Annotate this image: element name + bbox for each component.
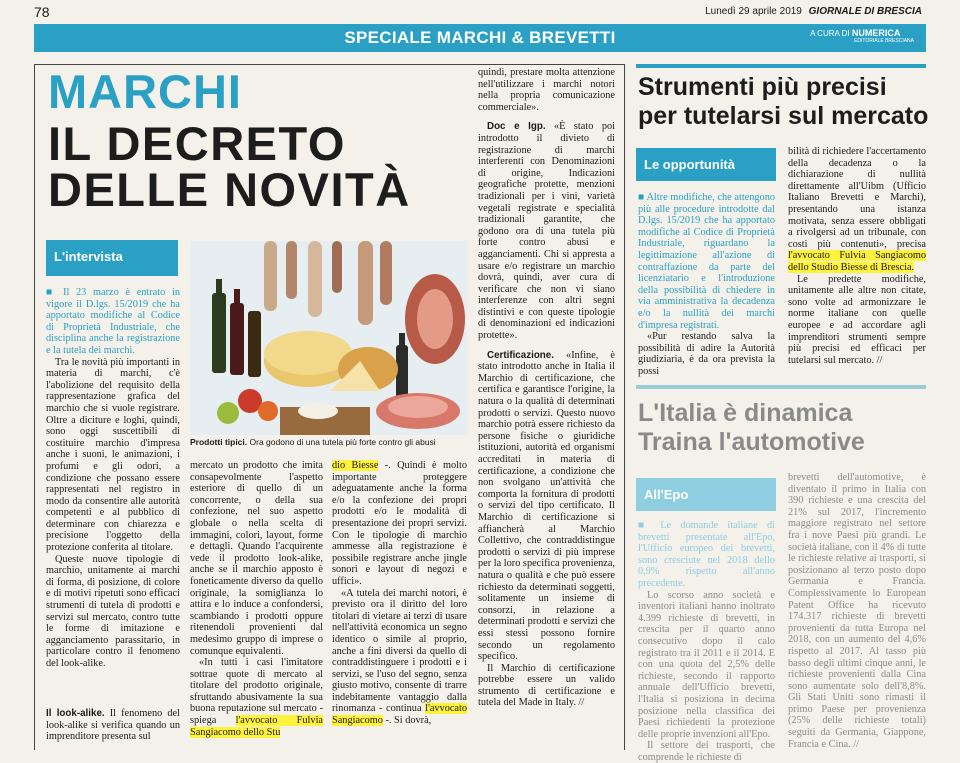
article-lead-paragraph: ■ Il 23 marzo è entrato in vigore il D.lgs. 15/2019 che ha apportato modifiche al Codice di Proprietà Industriale, che disciplina anche la registrazione e la tutela dei marchi. xyxy=(46,287,180,356)
article-column-3 xyxy=(332,460,467,750)
paragraph-text: -. Si dovrà, xyxy=(385,715,432,727)
headline-line-1: IL DECRETO xyxy=(48,117,346,170)
sidebar-rule xyxy=(636,385,926,389)
tab-epo: All'Epo xyxy=(636,478,776,511)
sidebar-lead-paragraph: ■ Le domande italiane di brevetti presentate all'Epo, l'Ufficio europeo dei brevetti, sono cresciute nel 2018 dello 0,9% rispetto all'anno precedente. xyxy=(638,520,775,589)
article-paragraph xyxy=(478,121,615,341)
sidebar-paragraph xyxy=(788,146,926,274)
highlighted-name: dio Biesse xyxy=(332,460,379,471)
tab-opportunita: Le opportunità xyxy=(636,148,776,181)
sidebar-lead-paragraph: ■ Altre modifiche, che attengono più alle procedure introdotte dal D.lgs. 15/2019 che ha apportato modifiche al Codice di Proprietà Industriale, riguardano la legittimazione all'azione di contraffazione da parte del licenziatario e l'introduzione della possibilità di chiedere in via amministrativa la decadenza e/o la nullità dei marchi d'impresa registrati. xyxy=(638,192,775,331)
section-credit xyxy=(810,29,914,44)
article-paragraph xyxy=(46,708,180,743)
paragraph-text: bilità di richiedere l'accertamento della decadenza o la dichiarazione di nullità direttamente all'Uibm (Ufficio Italiano Brevetti e Marchi), presentando una istanza motivata, senza essere obbligati a rivolgersi ad un tribunale, con costi più contenuti», precisa xyxy=(788,146,926,250)
sidebar-2-column-2 xyxy=(788,472,926,750)
sidebar-paragraph: brevetti dell'automotive, è diventato il primo in Italia con 390 richieste e una crescita del 21% sul 2017, l'incremento maggiore registrato nel settore fra i nove Paesi più grandi. Le società italiane, con il 4% di tutte le richieste relative ai trasporti, si posizionano al terzo posto dopo Germania e Francia. Complessivamente lo European Patent Office ha ricevuto 174.317 richieste di brevetti provenienti da tutta Europa nel 2018, con un aumento del 4,6% rispetto al 2017. Al tasso più basso degli ultimi cinque anni, le richieste provenienti dalla Cina sono aumentate solo dell'8,8%. Gli Stati Uniti sono rimasti il primo Paese per provenienza (25% delle richieste totali) seguiti da Germania, Giappone, Francia e Cina. // xyxy=(788,472,926,750)
article-photo xyxy=(190,241,467,435)
subhead-look-alike: Il look-alike. xyxy=(46,708,105,719)
article-column-2 xyxy=(190,460,323,750)
article-column-1 xyxy=(46,287,180,692)
page-number: 78 xyxy=(34,4,50,20)
highlighted-name: l'avvocato Sangiacomo xyxy=(332,703,467,727)
sidebar-paragraph: Le predette modifiche, unitamente alle altre non citate, sono volte ad armonizzare le norme italiane con quelle europee e ad accordare agli imprenditori strumenti sempre più precisi ed efficaci per tutelarsi sul mercato. // xyxy=(788,273,926,366)
dateline xyxy=(705,6,922,17)
issue-date: Lunedì 29 aprile 2019 xyxy=(705,6,802,17)
paragraph-text: «In tutti i casi l'imitatore sottrae quote di mercato al titolare del prodotto originale, sfruttando abusivamente la sua buona reputazione sul mercato - spiega xyxy=(190,657,323,727)
cheese-wine-photo-illustration xyxy=(190,241,467,435)
paragraph-text: -. Quindi è molto importante proteggere adeguatamente anche la forma e/o la confezione dei propri prodotti e/o le modalità di presentazione dei propri servizi. Con le tipologie di marchio ammesse alla registrazione è possibile registrare anche jingle sonori e layout di negozi e uffici». xyxy=(332,460,467,587)
sidebar-headline-2: L'Italia è dinamica Traina l'automotive xyxy=(638,399,865,456)
article-paragraph xyxy=(332,588,467,727)
paragraph-text: «È stato poi introdotto il divieto di registrazione di marchi interferenti con Denominazioni di origine, Indicazioni geografiche protette, menzioni tradizionali per i vini, varietà vegetali registrate e specialità tradizionali garantite, che godono ora di una tutela più forte contro abusi e agganciamenti. Chi si appresta a usare e/o registrare un marchio dovrà, quindi, aver cura di verificare che non vi siano interferenze con altri segni distintivi e con queste tipologie di denominazioni ed indicazioni protette». xyxy=(478,121,615,342)
tab-intervista: L'intervista xyxy=(46,240,178,276)
credit-prefix: A CURA DI xyxy=(810,29,850,38)
paragraph-text: «Infine, è stato introdotto anche in Italia il Marchio di certificazione, che certifica e garantisce l'origine, la natura o la qualità di determinati prodotti o servizi. Questo nuovo marchio potrà essere richiesto da persone fisiche o giuridiche istituzioni, autorità ed organismi accreditati in materia di certificazione, a condizione che non svolgano un'attività che comporta la fornitura di prodotti o servizi del tipo certificato. Il Marchio di certificazione si affiancherà al Marchio Collettivo, che contraddistingue prodotti o servizi di più imprese per la loro specifica provenienza, natura o qualità e che può essere richiesto da determinati soggetti, solitamente un insieme di consorzi, in relazione a determinati prodotti e servizi che essi stessi possono fornire secondo un regolamento specifico. xyxy=(478,349,615,663)
credit-subline: EDITORIALE BRESCIANA xyxy=(854,38,914,44)
credit-brand: NUMERICA xyxy=(851,28,901,38)
paragraph-text: «A tutela dei marchi notori, è previsto ora il diritto del loro titolari di vietare ai terzi di usare nell'attività economica un segno identico o simile al proprio, anche a fini diversi da quello di contraddistinguere i prodotti e i servizi, se l'uso del segno, senza giusto motivo, consente di trarre indebitamente vantaggio dalla rinomanza - continua xyxy=(332,587,467,715)
subhead-certificazione: Certificazione. xyxy=(487,349,554,361)
photo-caption-label: Prodotti tipici. xyxy=(190,437,248,447)
newspaper-name: GIORNALE DI BRESCIA xyxy=(808,6,922,17)
article-paragraph xyxy=(190,657,323,738)
article-paragraph: Il Marchio di certificazione potrebbe essere un valido strumento di certificazione e tutela del Made in Italy. // xyxy=(478,662,615,709)
photo-caption-text: Ora godono di una tutela più forte contro gli abusi xyxy=(249,437,436,447)
article-column-4 xyxy=(478,67,615,750)
article-paragraph xyxy=(478,350,615,663)
section-banner xyxy=(34,24,926,52)
article-paragraph: mercato un prodotto che imita consapevolmente l'aspetto esteriore di quello di un concorrente, o della sua confezione, nel suo aspetto globale o nella scelta di immagini, colori, layout, forme e dettagli. Quando l'acquirente vede il prodotto look-alike, anche se il marchio apposto è foneticamente diverso da quello originale, la somiglianza lo attira e lo induce a confondersi, scambiando i prodotti oppure ritenendoli provenienti dal medesimo gruppo di imprese o comunque equivalenti. xyxy=(190,460,323,657)
sidebar-column-2 xyxy=(788,146,926,370)
section-title: SPECIALE MARCHI & BREVETTI xyxy=(344,28,616,47)
article-paragraph: Queste nuove tipologie di marchio, unitamente ai marchi di forma, di posizione, di colore e di motivi ripetuti sono efficaci strumenti di tutela di prodotti e servizi sul mercato, contro tutte le forme di imitazione e agganciamento parassitario, in particolare contro il fenomeno del look-alike. xyxy=(46,553,180,669)
sidebar-paragraph: Lo scorso anno società e inventori italiani hanno inoltrato 4.399 richieste di brevetti, in crescita per il quarto anno consecutivo dopo il calo registrato tra il 2011 e il 2014. E con una quota del 2,5% delle richieste, secondo il rapporto annuale dell'Ufficio brevetti, l'Italia si posiziona in decima posizione nella classifica dei Paesi richiedenti la protezione delle proprie invenzioni all'Epo. xyxy=(638,589,775,740)
article-column-1-tail xyxy=(46,708,180,750)
sidebar-paragraph: «Pur restando salva la possibilità di adire la Autorità giudiziaria, è da ora prevista la possi xyxy=(638,331,775,377)
sidebar-2-column-1 xyxy=(638,520,775,763)
subhead-doc-igp: Doc e Igp. xyxy=(487,121,546,133)
article-paragraph: quindi, prestare molta attenzione nell'utilizzare i marchi notori nella propria comunicazione commerciale». xyxy=(478,67,615,113)
sidebar-paragraph: Il settore dei trasporti, che comprende le richieste di xyxy=(638,740,775,763)
sidebar-rule xyxy=(636,64,926,68)
paragraph-text: Il fenomeno del look-alike si verifica quando un imprenditore presenta sul xyxy=(46,708,180,743)
sidebar-column-1 xyxy=(638,192,775,377)
headline-line-2: DELLE NOVITÀ xyxy=(48,163,411,216)
highlighted-name: l'avvocato Fulvia Sangiacomo dello Studio Biesse di Brescia. xyxy=(788,250,926,273)
article-paragraph: Tra le novità più importanti in materia di marchi, c'è l'abolizione del requisito della rappresentazione grafica del marchio che si vuole registrare. Oltre a diciture e loghi, quindi, sono oggi suscettibili di costituire marchio d'impresa anche i suoni, le animazioni, i profumi e gli odori, a condizione che possano essere rappresentati nel registro in modo da consentire alle autorità competenti e al pubblico di determinare con chiarezza e precisione l'oggetto della protezione conferita al titolare. xyxy=(46,356,180,554)
article-paragraph xyxy=(332,460,467,588)
photo-caption xyxy=(190,437,467,447)
highlighted-name: l'avvocato Fulvia Sangiacomo dello Stu xyxy=(190,715,323,738)
sidebar-headline: Strumenti più precisi per tutelarsi sul mercato xyxy=(638,73,929,130)
article-kicker: MARCHI xyxy=(48,65,242,118)
